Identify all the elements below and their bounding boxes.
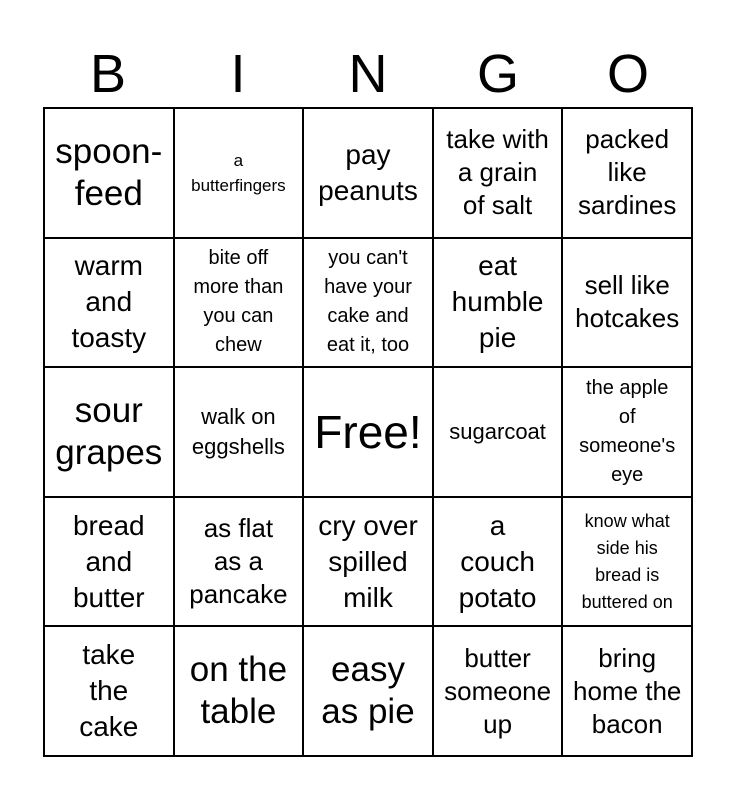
cell-text: warm and toasty [71, 250, 147, 354]
cell-text: sell like hotcakes [575, 270, 680, 334]
cell-text: butter someone up [444, 642, 552, 739]
cell-text: you can't have your cake and eat it, too [324, 247, 412, 357]
cell-text: bite off more than you can chew [193, 247, 284, 357]
header-letter-b: B [89, 44, 127, 104]
bingo-cell[interactable] [433, 367, 563, 497]
bingo-cell[interactable] [44, 108, 174, 238]
cell-text: spoon- feed [55, 131, 163, 213]
bingo-cell[interactable] [303, 238, 433, 368]
cell-text: take the cake [79, 639, 139, 743]
header-letter-g: G [476, 44, 519, 104]
bingo-cell[interactable] [433, 108, 563, 238]
cell-text: a butterfingers [191, 150, 286, 195]
bingo-cell[interactable] [174, 497, 304, 627]
free-space-text: Free! [314, 405, 422, 458]
bingo-cell[interactable] [174, 108, 304, 238]
cell-text: sour grapes [55, 390, 163, 472]
bingo-cell[interactable] [174, 626, 304, 756]
bingo-cell[interactable] [174, 367, 304, 497]
cell-text: take with a grain of salt [446, 124, 549, 221]
cell-text: pay peanuts [318, 138, 418, 206]
cell-text: easy as pie [321, 650, 415, 732]
cell-text: bread and butter [72, 509, 145, 613]
free-space-cell[interactable] [303, 367, 433, 497]
cell-text: know what side his bread is buttered on [581, 510, 673, 612]
cell-text: as flat as a pancake [189, 513, 288, 610]
header-letter-i: I [230, 44, 246, 104]
bingo-header [43, 40, 693, 108]
cell-text: eat humble pie [451, 250, 544, 354]
bingo-cell[interactable] [433, 626, 563, 756]
cell-text: the apple of someone's eye [579, 376, 676, 486]
bingo-cell[interactable] [44, 367, 174, 497]
cell-text: cry over spilled milk [318, 509, 418, 613]
cell-text: sugarcoat [449, 418, 546, 444]
cell-text: on the table [189, 650, 288, 732]
cell-text: packed like sardines [578, 124, 677, 221]
bingo-cell[interactable] [303, 497, 433, 627]
bingo-cell[interactable] [562, 497, 692, 627]
cell-text: walk on eggshells [191, 403, 285, 459]
bingo-cell[interactable] [562, 367, 692, 497]
bingo-cell[interactable] [174, 238, 304, 368]
cell-text: bring home the bacon [572, 642, 682, 739]
cell-text: a couch potato [458, 509, 537, 613]
header-letter-o: O [606, 44, 649, 104]
bingo-cell[interactable] [303, 108, 433, 238]
bingo-board [43, 107, 693, 757]
bingo-cell[interactable] [562, 108, 692, 238]
bingo-cell[interactable] [433, 238, 563, 368]
bingo-cell[interactable] [44, 626, 174, 756]
bingo-cell[interactable] [433, 497, 563, 627]
bingo-cell[interactable] [44, 238, 174, 368]
header-letter-n: N [348, 44, 388, 104]
bingo-cell[interactable] [562, 626, 692, 756]
bingo-cell[interactable] [303, 626, 433, 756]
bingo-cell[interactable] [562, 238, 692, 368]
bingo-cell[interactable] [44, 497, 174, 627]
